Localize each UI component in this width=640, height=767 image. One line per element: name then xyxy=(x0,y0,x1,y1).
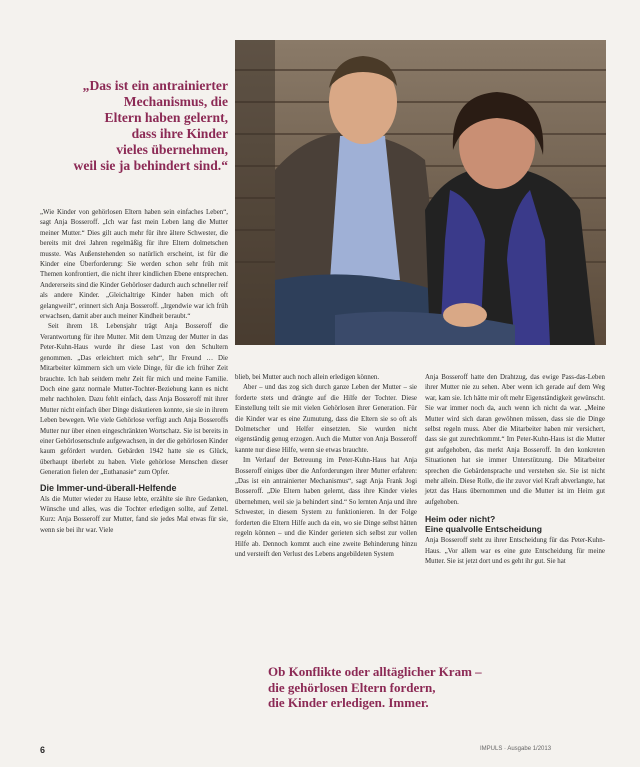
subheading: Die Immer-und-überall-Helfende xyxy=(40,482,177,493)
article-column-3 xyxy=(425,373,605,568)
paragraph: „Wie Kinder von gehörlosen Eltern haben sein einfaches Leben“, sagt Anja Bosseroff. „Ich war fast mein Leben lang die Mutter meiner Mutter.“ Dies gilt auch mehr für ihre ältere Schwester, die bereits mit drei Jahren regelmäßig für ihre Eltern dolmetschen musste. Was Außenstehenden so natürlich erscheint, ist für die Kinder eine Überforderung: Sie werden schon sehr früh mit Themen konfrontiert, die nicht ihrer kindlichen Ebene entsprechen. Andererseits sind die Kinder Gehörloser dadurch auch schneller reif als andere Kinder. „Gleichaltrige Kinder haben mich oft gelangweilt“, erinnert sich Anja Bosseroff. „Irgendwie war ich früh erwachsen, damit aber auch meiner Kindheit beraubt.“ xyxy=(40,209,228,321)
article-column-2 xyxy=(235,373,417,560)
quote-line: vieles übernehmen, xyxy=(116,142,228,157)
lead-quote xyxy=(40,78,228,174)
paragraph: Anja Bosseroff steht zu ihrer Entscheidung für das Peter-Kuhn-Haus. „Vor allem war es eine gute Entscheidung für meine Mutter. Sie ist jetzt dort und es geht ihr gut. Sie hat xyxy=(425,537,605,566)
pull-quote xyxy=(268,664,608,711)
paragraph: Anja Bosseroff hatte den Drahtzug, das ewige Pass-das-Leben ihrer Mutter nie zu sehen. Aber wenn ich gerade auf dem Weg war, kam sie. Ich hätte mir oft mehr Eigenständigkeit gewünscht. Sie war immer noch da, auch wenn ich nicht da war. „Meine Mutter wird sich daran gewöhnen müssen, dass sie die Dinge selbst regeln muss. Aber die Mitarbeiter haben mir versichert, dass sie gut zurechtkommt.“ Im Peter-Kuhn-Haus ist die Mutter gut aufgehoben, das merkt Anja Bosseroff. In den konkreten Situationen hat sie immer Unterstützung. Die Mitarbeiter sprechen die Gebärdensprache und verstehen sie. Sie ist nicht mehr allein. Diese Rolle, die ihr zuvor viel Kraft abverlangte, hat jetzt das Haus übernommen und die Mutter ist im Heim gut aufgehoben. xyxy=(425,374,605,506)
page-number: 6 xyxy=(40,745,46,755)
paragraph: blieb, bei Mutter auch noch allein erledigen können. xyxy=(235,374,380,381)
pull-quote-line: die Kinder erledigen. Immer. xyxy=(268,695,429,710)
pull-quote-line: die gehörlosen Eltern fordern, xyxy=(268,679,436,695)
pull-quote-line: Ob Konflikte oder alltäglicher Kram – xyxy=(268,664,482,679)
paragraph: Aber – und das zog sich durch ganze Leben der Mutter – sie forderte stets und drängte auf die Hilfe der Tochter. Diese Einstellung teilt sie mit vielen Gehörlosen ihrer Generation. Für die Kinder war es eine Zumutung, dass die Eltern sie so oft als Dolmetscher und Helfer einsetzten. Sie wurden nicht eigenständig genug erzogen. Auch die Mutter von Anja Bosseroff kannte nur diese Hilfe, wenn sie etwas brauchte. xyxy=(235,384,417,454)
quote-line: Mechanismus, die xyxy=(123,94,228,109)
subheading xyxy=(425,514,605,534)
paragraph: Seit ihrem 18. Lebensjahr trägt Anja Bosseroff die Verantwortung für ihre Mutter. Mit dem Umzug der Mutter in das Peter-Kuhn-Haus wurde ihr diese Last von den Schultern genommen. „Das erleichtert mich sehr“, Ihr Freund … Die Mitarbeiter kümmern sich um viele Dinge, für die ich früher Zeit brauchte. Ich hab seitdem mehr Zeit für mich und meine Familie. Doch eine ganz normale Mutter-Tochter-Beziehung kann es nicht mehr nachholen. Dazu fehlt einfach, dass Anja Bosseroff mit ihrer Mutter nicht einfach über Dinge diskutieren konnte, sie sie in ihrem Leben bewegen. Wie viele Gehörlose verfügt auch Anja Bosseroffs Mutter nur über einen eingeschränkten Wortschatz. Sie ist bereits in einer Gehörlosenschule aufgewachsen, in der die gehörlosen Kinder kaum gefördert wurden. Gebärden 1942 hatte sie es Glück, überhaupt überlebt zu haben. Viele gehörlose Menschen dieser Generation fielen der „Euthanasie“ zum Opfer. xyxy=(40,323,228,477)
photo-illustration xyxy=(235,40,606,345)
quote-line: „Das ist ein antrainierter xyxy=(82,78,228,93)
article-photo xyxy=(235,40,606,345)
quote-line: weil sie ja behindert sind.“ xyxy=(73,158,228,173)
article-column-1 xyxy=(40,208,228,536)
subheading-line: Eine qualvolle Entscheidung xyxy=(425,524,542,535)
quote-line: Eltern haben gelernt, xyxy=(104,110,228,125)
quote-line: dass ihre Kinder xyxy=(131,126,228,141)
paragraph: Als die Mutter wieder zu Hause lebte, erzählte sie ihre Gedanken, Wünsche und alles, was die Tochter erledigen sollte, auf Zettel. Kurz: Anja Bosseroff zur Mutter, fand sie jedes Mal etwas für sie, wenn sie bei ihr war. Viele xyxy=(40,495,228,534)
paragraph: Im Verlauf der Betreuung im Peter-Kuhn-Haus hat Anja Bosseroff einiges über die Anforderungen ihrer Mutter erfahren: „Das ist ein antrainierter Mechanismus“, sagt Anja Frank Jogi Bosseroff. „Die Eltern haben gelernt, dass ihre Kinder vieles übernehmen, weil sie ja behindert sind.“ So lernten Anja und ihre Schwester, in diesem System zu funktionieren. In der Folge forderten die Eltern Hilfe auch da ein, wo sie Dinge selbst hätten regeln können – und die Kinder gerieten sich selbst zur vollen Hilfe ab. Dennoch kommt auch eine zweite Behinderung hinzu und versteift den Verlust des Lebens angebildeten System xyxy=(235,457,417,558)
footer-text: IMPULS · Ausgabe 1/2013 xyxy=(480,746,552,752)
subheading-line: Heim oder nicht? xyxy=(425,514,496,525)
